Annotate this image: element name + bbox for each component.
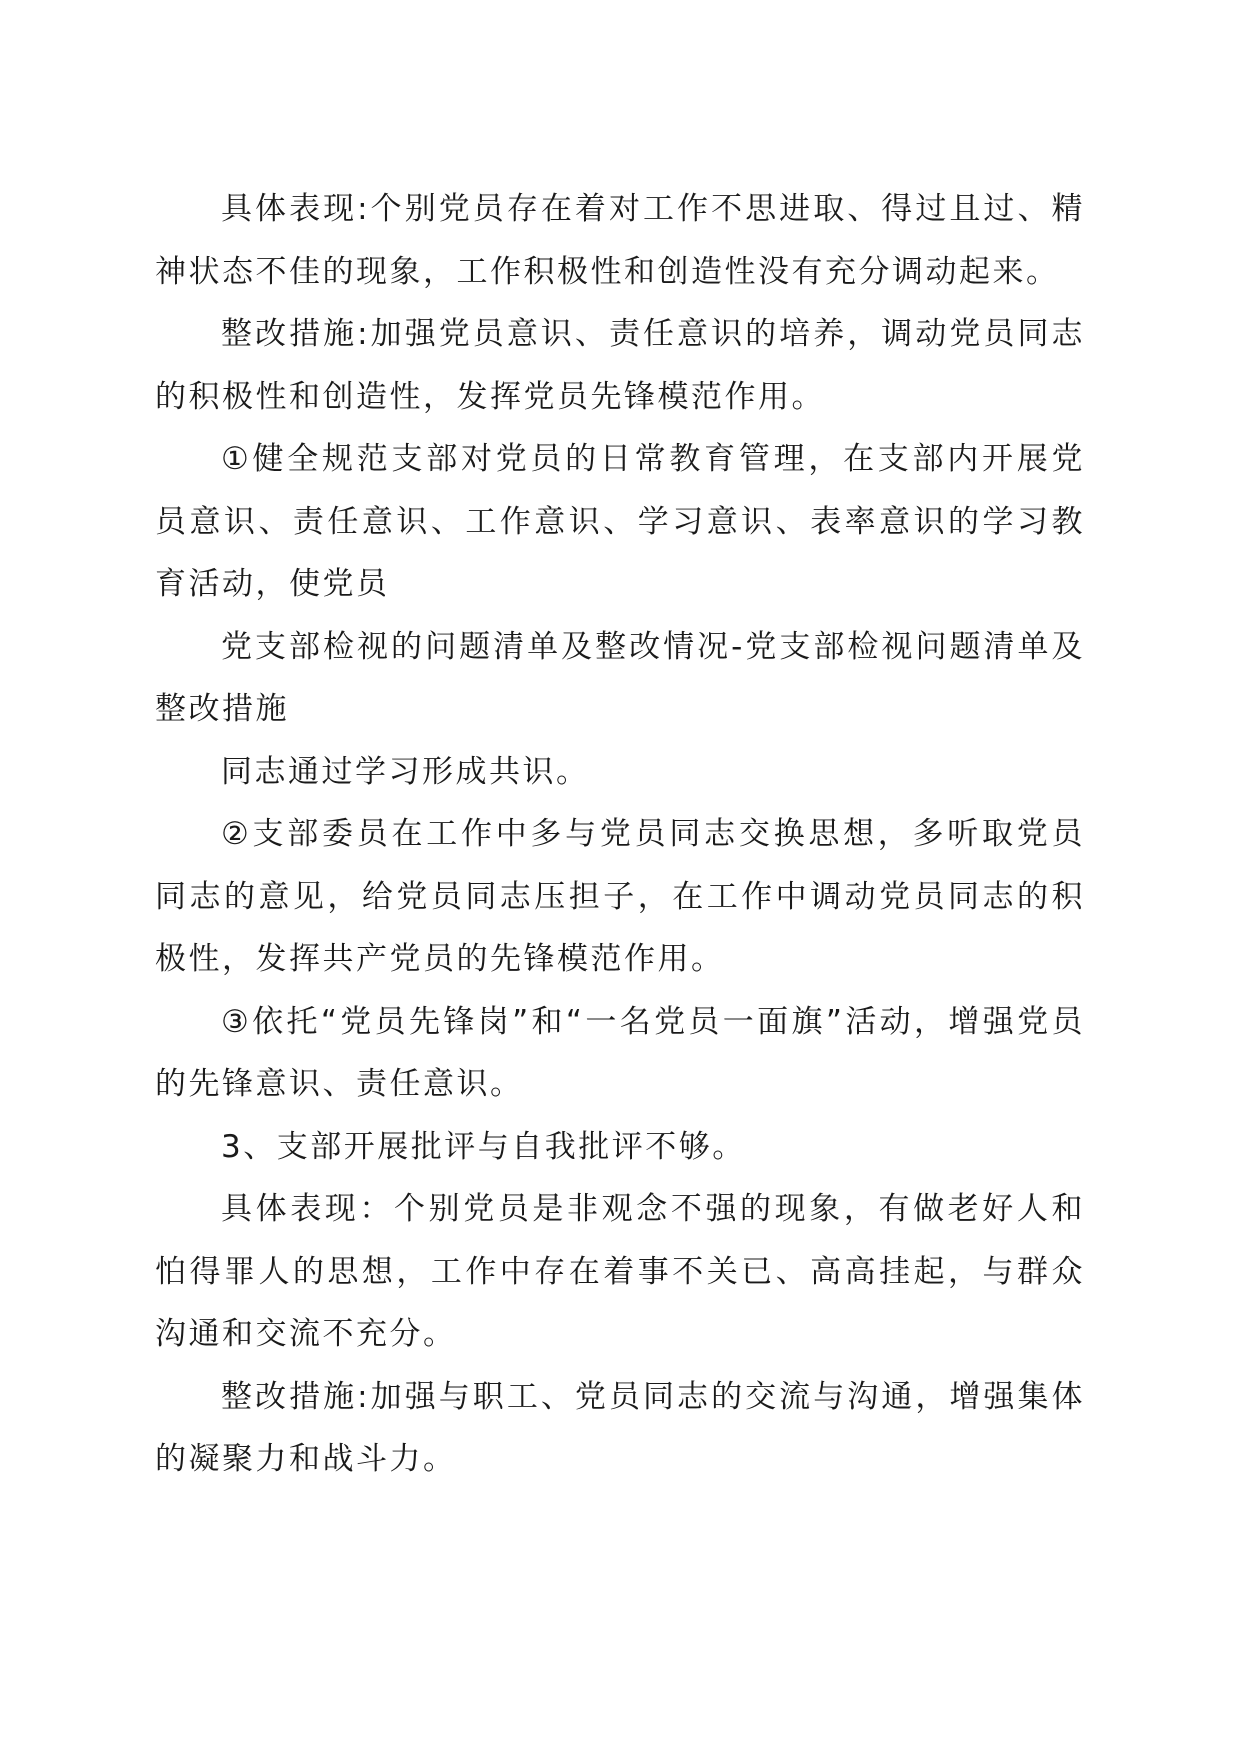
paragraph-continuation: 同志通过学习形成共识。 [221,753,590,790]
paragraph-item-3: ③依托“党员先锋岗”和“一名党员一面旗”活动，增强党员的先锋意识、责任意识。 [155,1003,1085,1102]
section-heading-3: 3、支部开展批评与自我批评不够。 [221,1128,746,1165]
paragraph-measures-1: 整改措施:加强党员意识、责任意识的培养，调动党员同志的积极性和创造性，发挥党员先锋模范作用。 [155,316,1085,415]
paragraph-item-2: ②支部委员在工作中多与党员同志交换思想，多听取党员同志的意见，给党员同志压担子，在工作中调动党员同志的积极性，发挥共产党员的先锋模范作用。 [155,816,1085,977]
paragraph-inserted-title: 党支部检视的问题清单及整改情况-党支部检视问题清单及整改措施 [155,628,1085,727]
paragraph-performance-2: 具体表现：个别党员是非观念不强的现象，有做老好人和怕得罪人的思想，工作中存在着事不关已、高高挂起，与群众沟通和交流不充分。 [155,1191,1085,1352]
paragraph-measures-2: 整改措施:加强与职工、党员同志的交流与沟通，增强集体的凝聚力和战斗力。 [155,1378,1085,1477]
document-body [155,178,1085,1491]
paragraph-item-1: ①健全规范支部对党员的日常教育管理，在支部内开展党员意识、责任意识、工作意识、学习意识、表率意识的学习教育活动，使党员 [155,441,1085,602]
paragraph-performance-1: 具体表现:个别党员存在着对工作不思进取、得过且过、精神状态不佳的现象，工作积极性和创造性没有充分调动起来。 [155,191,1085,290]
